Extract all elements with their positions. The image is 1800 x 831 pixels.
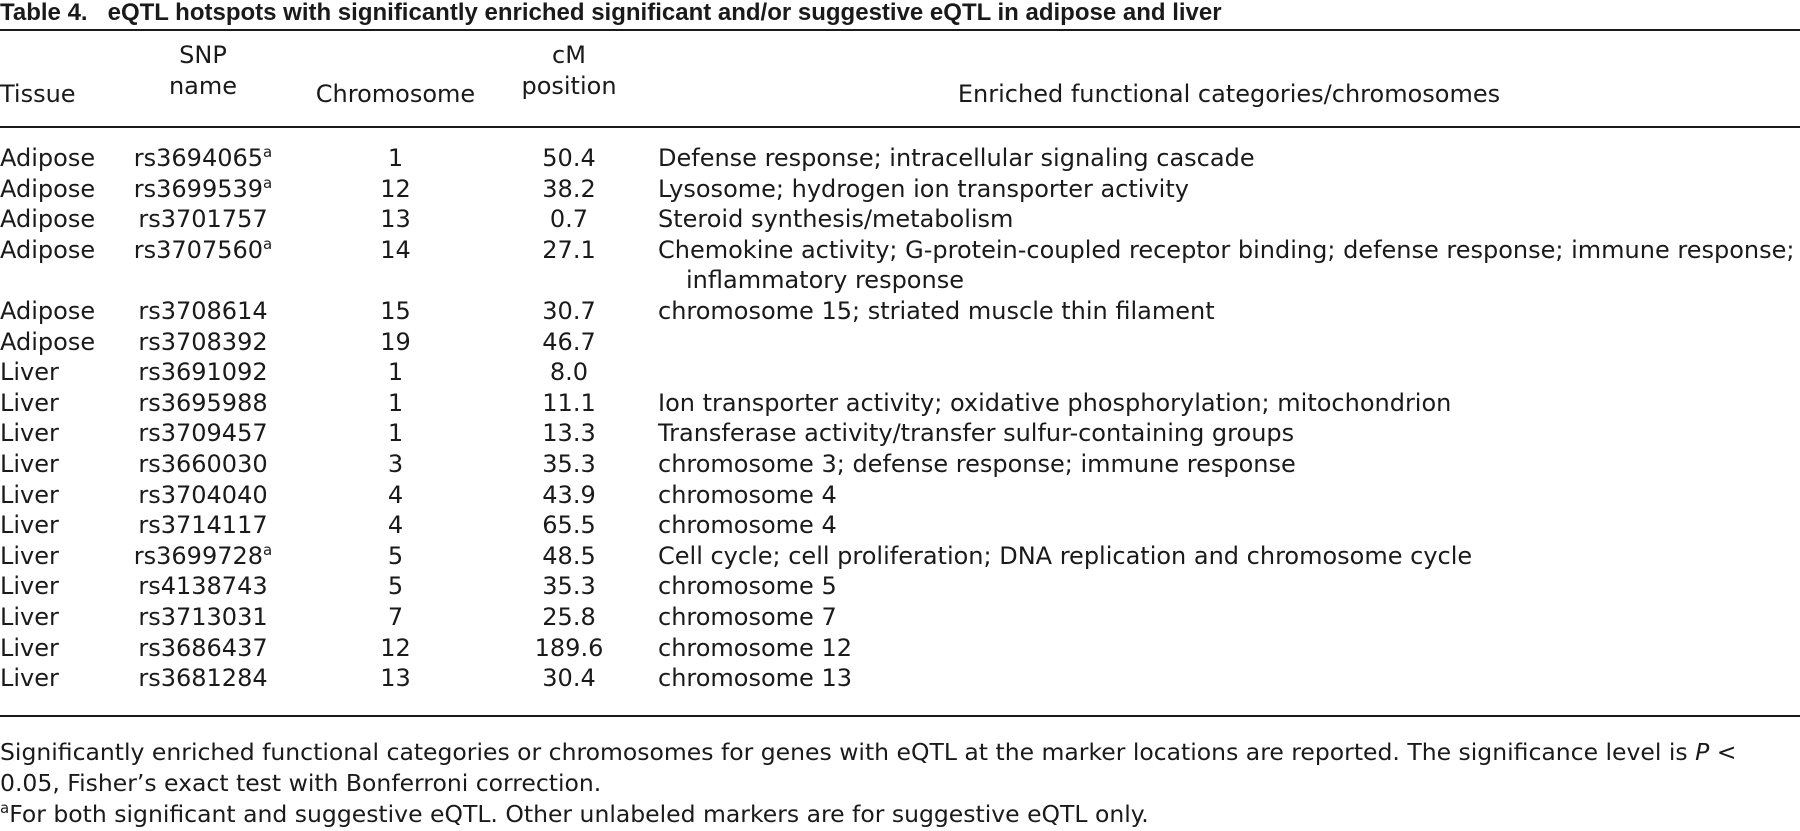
cell-chromosome: 4 — [387, 511, 404, 540]
table-row — [0, 480, 1800, 511]
cell-categories: Lysosome; hydrogen ion transporter activity — [658, 174, 1189, 203]
cell-cm-position: 65.5 — [542, 511, 596, 540]
cell-cm-position: 35.3 — [542, 449, 596, 478]
cell-snp — [128, 204, 278, 235]
cell-snp — [128, 143, 278, 174]
snp-name: rs3713031 — [138, 602, 268, 631]
snp-name: rs3695988 — [138, 388, 268, 417]
cell-categories: Cell cycle; cell proliferation; DNA replication and chromosome cycle — [658, 541, 1473, 570]
cell-snp — [128, 388, 278, 419]
cell-snp — [128, 174, 278, 205]
cell-cm-position: 25.8 — [542, 602, 596, 631]
significance-note — [0, 737, 1800, 799]
cell-chromosome: 5 — [387, 572, 404, 601]
table-row — [0, 296, 1800, 327]
cell-cm-position: 0.7 — [549, 205, 589, 234]
table-row — [0, 204, 1800, 235]
cell-chromosome: 5 — [387, 541, 404, 570]
cell-cm-position: 27.1 — [542, 235, 596, 264]
p-symbol: P — [1695, 738, 1710, 766]
snp-name: rs3708392 — [138, 327, 268, 356]
cell-tissue: Liver — [0, 602, 59, 631]
footnote-marker: a — [263, 173, 273, 192]
cell-cm-position: 8.0 — [549, 358, 589, 387]
cell-categories: Transferase activity/transfer sulfur-containing groups — [658, 419, 1295, 448]
cell-tissue: Adipose — [0, 174, 96, 203]
header-tissue: Tissue — [0, 80, 76, 108]
snp-name: rs3660030 — [138, 449, 268, 478]
cell-categories: Chemokine activity; G-protein-coupled receptor binding; defense response; immune response; inflammatory response — [658, 235, 1795, 295]
table-row — [0, 357, 1800, 388]
table-row — [0, 663, 1800, 694]
cell-tissue: Liver — [0, 633, 59, 662]
header-snp-line2: name — [168, 72, 238, 100]
cell-cm-position: 35.3 — [542, 572, 596, 601]
cell-tissue: Adipose — [0, 327, 96, 356]
footnote-marker: a — [263, 234, 273, 253]
footnote — [0, 799, 1800, 830]
cell-categories: chromosome 12 — [658, 633, 852, 662]
cell-cm-position: 11.1 — [542, 388, 596, 417]
cell-chromosome: 7 — [387, 602, 404, 631]
cell-snp — [128, 449, 278, 480]
header-cm-line1: cM — [552, 41, 586, 69]
snp-name: rs3694065 — [133, 144, 264, 172]
cell-tissue: Adipose — [0, 205, 96, 234]
cell-tissue: Adipose — [0, 144, 96, 172]
cell-cm-position: 30.7 — [542, 296, 596, 325]
snp-name: rs3691092 — [138, 358, 268, 387]
header-categories: Enriched functional categories/chromosomes — [957, 80, 1501, 108]
snp-name: rs4138743 — [138, 572, 268, 601]
cell-chromosome: 1 — [387, 419, 404, 448]
cell-chromosome: 4 — [387, 480, 404, 509]
cell-tissue: Adipose — [0, 296, 96, 325]
significance-note-start: Significantly enriched functional categories or chromosomes for genes with eQTL at the marker locations are reported. The significance level is — [0, 738, 1696, 766]
cell-categories: chromosome 7 — [658, 602, 837, 631]
bottom-rule — [0, 715, 1800, 717]
cell-chromosome: 1 — [387, 358, 404, 387]
cell-cm-position: 50.4 — [542, 144, 596, 172]
header-snp — [128, 40, 278, 102]
cell-snp — [128, 663, 278, 694]
table-row — [0, 602, 1800, 633]
table-body — [0, 143, 1800, 694]
cell-categories: chromosome 4 — [658, 511, 837, 540]
snp-name: rs3701757 — [138, 205, 268, 234]
footnote-marker: a — [263, 143, 273, 161]
table-row — [0, 633, 1800, 664]
snp-name: rs3707560 — [133, 235, 264, 264]
cell-chromosome: 14 — [380, 235, 411, 264]
cell-cm-position: 189.6 — [534, 633, 604, 662]
header-cm-line2: position — [521, 72, 617, 100]
footnote-text: For both significant and suggestive eQTL. Other unlabeled markers are for suggestive eQTL only. — [9, 800, 1149, 828]
header-cm — [513, 40, 625, 102]
cell-snp — [128, 510, 278, 541]
cell-tissue: Liver — [0, 511, 59, 540]
table-row — [0, 541, 1800, 572]
table-row — [0, 418, 1800, 449]
snp-name: rs3714117 — [138, 511, 268, 540]
cell-cm-position: 43.9 — [542, 480, 596, 509]
cell-chromosome: 1 — [387, 388, 404, 417]
cell-cm-position: 13.3 — [542, 419, 596, 448]
header-rule — [0, 126, 1800, 128]
header-chromosome: Chromosome — [315, 80, 476, 108]
cell-categories: Ion transporter activity; oxidative phosphorylation; mitochondrion — [658, 388, 1452, 417]
significance-note-end: < 0.05, Fisher’s exact test with Bonferroni correction. — [0, 738, 1737, 797]
cell-categories: Steroid synthesis/metabolism — [658, 205, 1014, 234]
cell-tissue: Liver — [0, 449, 59, 478]
cell-tissue: Liver — [0, 388, 59, 417]
cell-categories: chromosome 3; defense response; immune response — [658, 449, 1296, 478]
caption-label: Table 4. — [0, 0, 88, 26]
cell-tissue: Liver — [0, 664, 59, 693]
header-snp-line1: SNP — [179, 41, 227, 69]
table-row — [0, 571, 1800, 602]
snp-name: rs3704040 — [138, 480, 268, 509]
table-row — [0, 327, 1800, 358]
cell-chromosome: 12 — [380, 174, 411, 203]
table-row — [0, 174, 1800, 205]
cell-tissue: Adipose — [0, 235, 96, 264]
snp-name: rs3681284 — [138, 664, 268, 693]
table-caption — [0, 0, 1222, 26]
snp-name: rs3708614 — [138, 296, 268, 325]
cell-cm-position: 38.2 — [542, 174, 596, 203]
cell-chromosome: 19 — [380, 327, 411, 356]
cell-categories: Defense response; intracellular signaling cascade — [658, 144, 1255, 172]
cell-snp — [128, 418, 278, 449]
cell-snp — [128, 235, 278, 266]
cell-cm-position: 30.4 — [542, 664, 596, 693]
cell-chromosome: 13 — [380, 664, 411, 693]
cell-snp — [128, 541, 278, 572]
cell-snp — [128, 296, 278, 327]
table-row — [0, 449, 1800, 480]
cell-snp — [128, 480, 278, 511]
top-rule — [0, 29, 1800, 31]
cell-categories: chromosome 13 — [658, 664, 852, 693]
cell-cm-position: 48.5 — [542, 541, 596, 570]
cell-tissue: Liver — [0, 419, 59, 448]
cell-categories: chromosome 4 — [658, 480, 837, 509]
cell-snp — [128, 633, 278, 664]
table-row — [0, 143, 1800, 174]
footnote-mark: a — [0, 799, 10, 817]
cell-snp — [128, 327, 278, 358]
cell-chromosome: 13 — [380, 205, 411, 234]
cell-categories: chromosome 5 — [658, 572, 837, 601]
cell-cm-position: 46.7 — [542, 327, 596, 356]
snp-name: rs3686437 — [138, 633, 268, 662]
table-row — [0, 388, 1800, 419]
table-header — [0, 40, 1800, 120]
cell-chromosome: 1 — [387, 144, 404, 172]
cell-chromosome: 15 — [380, 296, 411, 325]
cell-tissue: Liver — [0, 358, 59, 387]
cell-snp — [128, 357, 278, 388]
snp-name: rs3699728 — [133, 541, 264, 570]
cell-snp — [128, 602, 278, 633]
snp-name: rs3709457 — [138, 419, 268, 448]
cell-tissue: Liver — [0, 480, 59, 509]
snp-name: rs3699539 — [133, 174, 264, 203]
table-row — [0, 510, 1800, 541]
cell-tissue: Liver — [0, 572, 59, 601]
table-row — [0, 235, 1800, 296]
caption-text: eQTL hotspots with significantly enriched significant and/or suggestive eQTL in adipose and liver — [107, 0, 1222, 26]
footnote-marker: a — [263, 540, 273, 559]
cell-chromosome: 3 — [387, 449, 404, 478]
table-notes — [0, 737, 1800, 830]
cell-categories: chromosome 15; striated muscle thin filament — [658, 296, 1215, 325]
cell-chromosome: 12 — [380, 633, 411, 662]
cell-tissue: Liver — [0, 541, 59, 570]
cell-snp — [128, 571, 278, 602]
